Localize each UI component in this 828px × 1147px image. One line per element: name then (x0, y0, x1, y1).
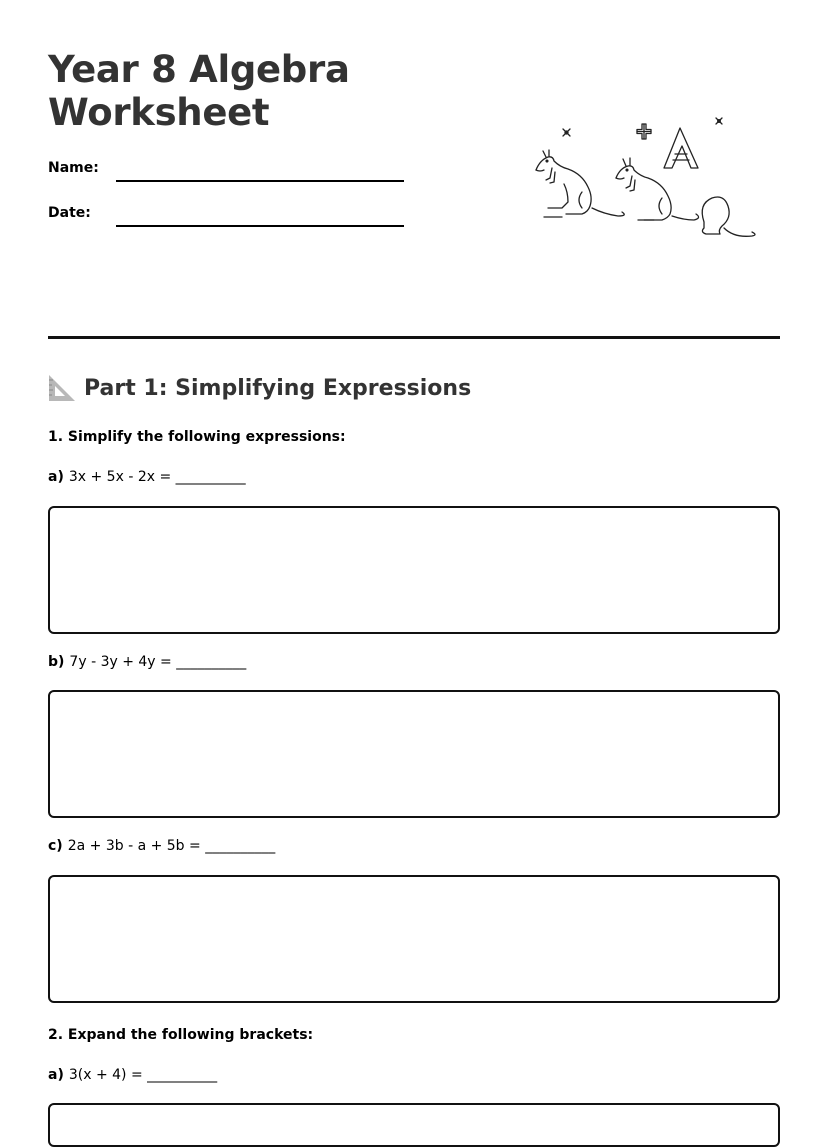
item-expression: 3(x + 4) = __________ (68, 1067, 218, 1083)
question-1a (48, 469, 246, 485)
kangaroo-1-icon (536, 150, 624, 217)
item-expression: 3x + 5x - 2x = __________ (68, 469, 246, 485)
item-letter: b) (48, 654, 65, 670)
letter-a-symbol-icon (664, 128, 698, 168)
multiply-symbol-icon (563, 129, 570, 136)
name-label: Name: (48, 160, 99, 176)
title-line-2: Worksheet (48, 91, 270, 134)
date-field[interactable] (116, 225, 404, 227)
part-1-title: Part 1: Simplifying Expressions (84, 375, 472, 401)
item-letter: a) (48, 1067, 64, 1083)
question-2-title: 2. Expand the following brackets: (48, 1027, 314, 1043)
multiply-symbol-icon-2 (716, 118, 722, 124)
plus-symbol-icon (637, 124, 651, 139)
question-1c (48, 838, 275, 854)
section-divider (48, 336, 780, 339)
question-2a (48, 1067, 217, 1083)
question-1b (48, 654, 246, 670)
answer-box-1c[interactable] (48, 875, 780, 1003)
worksheet-title (48, 48, 350, 134)
question-1-title: 1. Simplify the following expressions: (48, 429, 346, 445)
set-square-icon (48, 374, 76, 402)
item-letter: a) (48, 469, 64, 485)
item-expression: 7y - 3y + 4y = __________ (69, 654, 247, 670)
date-label: Date: (48, 205, 91, 221)
kangaroo-3-icon (702, 197, 755, 236)
name-field[interactable] (116, 180, 404, 182)
answer-box-1b[interactable] (48, 690, 780, 818)
kangaroo-2-icon (616, 158, 699, 220)
kangaroos-and-math-symbols-illustration (522, 112, 760, 250)
item-letter: c) (48, 838, 63, 854)
item-expression: 2a + 3b - a + 5b = __________ (67, 838, 276, 854)
answer-box-2a[interactable] (48, 1103, 780, 1147)
answer-box-1a[interactable] (48, 506, 780, 634)
title-line-1: Year 8 Algebra (48, 48, 350, 91)
part-1-heading (48, 374, 471, 402)
